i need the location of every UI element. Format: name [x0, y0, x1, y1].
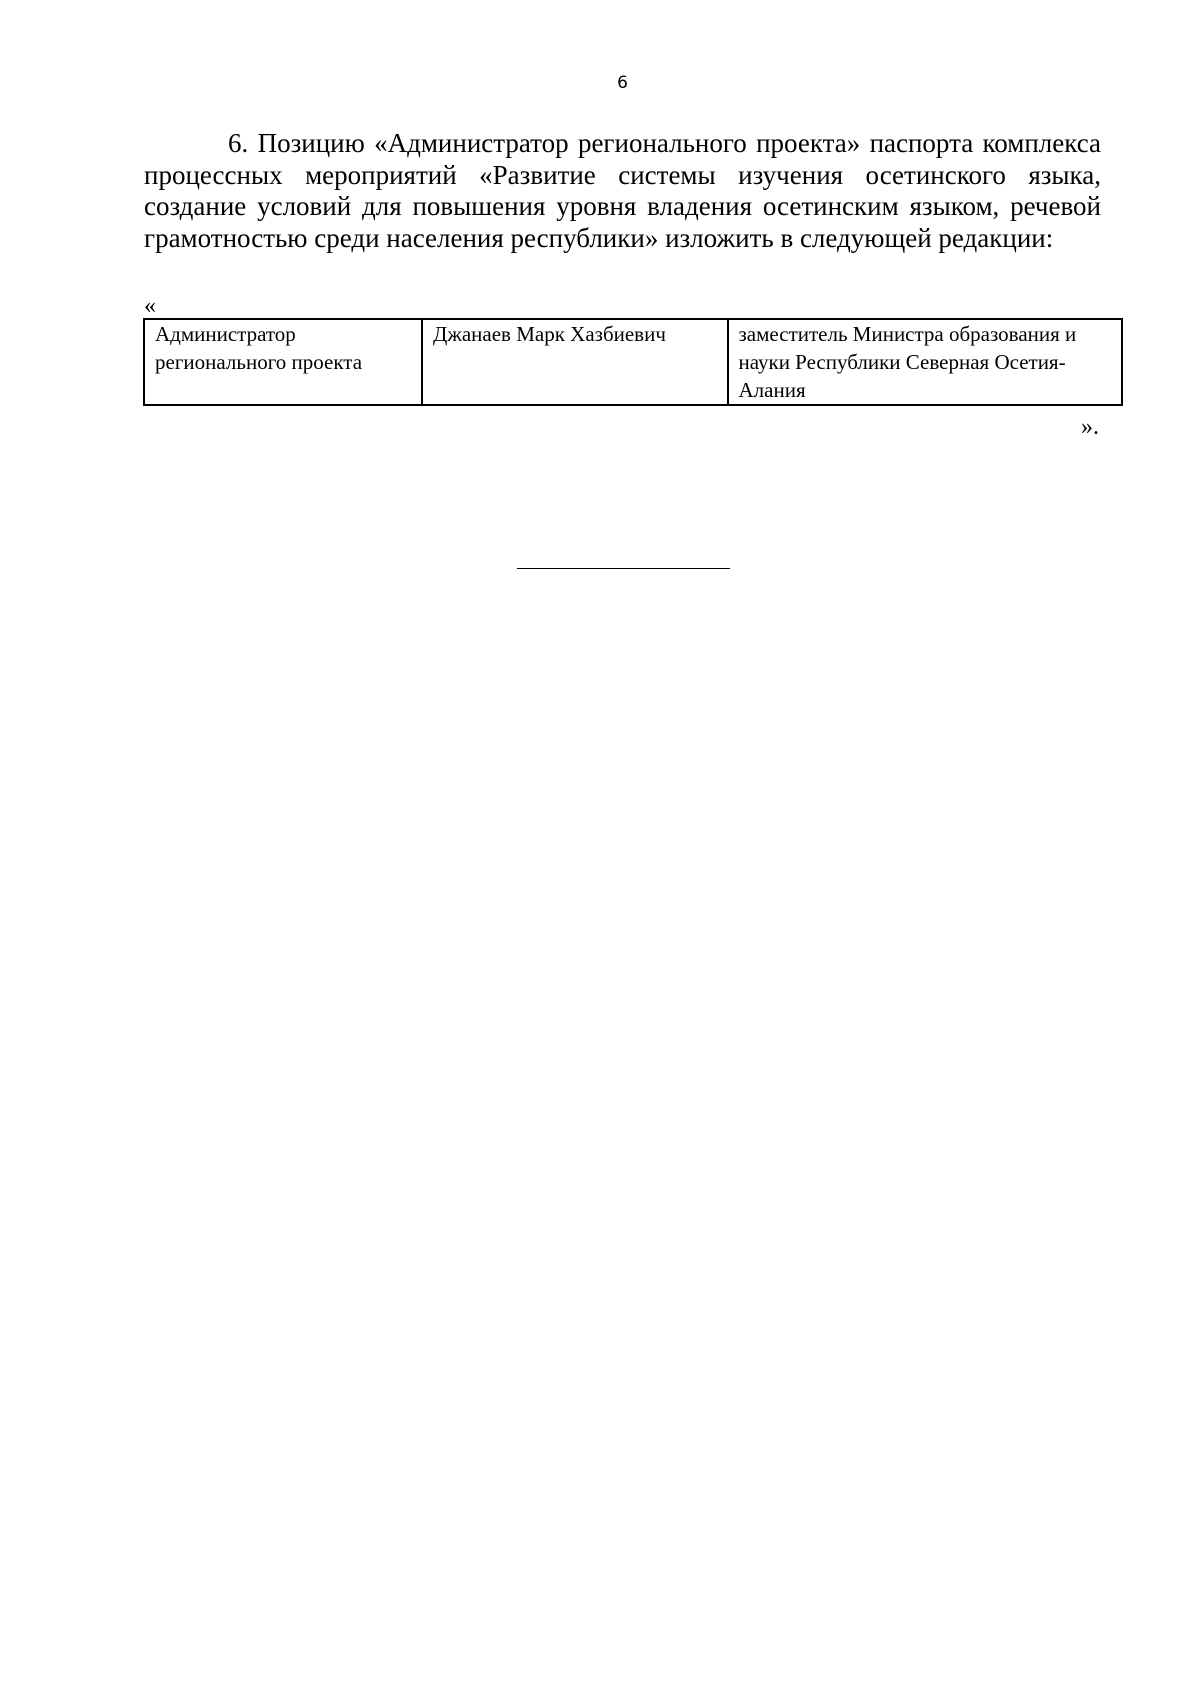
page-number: 6	[617, 73, 628, 93]
position-cell: заместитель Министра образования и науки Республики Северная Осетия-Алания	[728, 319, 1123, 405]
amendment-paragraph: 6. Позицию «Администратор регионального проекта» паспорта комплекса процессных мероприятий «Развитие системы изучения осетинского языка, создание условий для повышения уровня владения осетинским языком, речевой грамотностью среди населения республики» изложить в следующей редакции:	[144, 128, 1101, 253]
end-separator-line	[517, 568, 730, 569]
role-cell: Администратор регионального проекта	[144, 319, 422, 405]
position-table	[143, 318, 1123, 406]
table-row	[144, 319, 1122, 405]
person-cell: Джанаев Марк Хазбиевич	[422, 319, 727, 405]
closing-quote: ».	[1081, 414, 1099, 440]
opening-quote: «	[144, 293, 156, 319]
